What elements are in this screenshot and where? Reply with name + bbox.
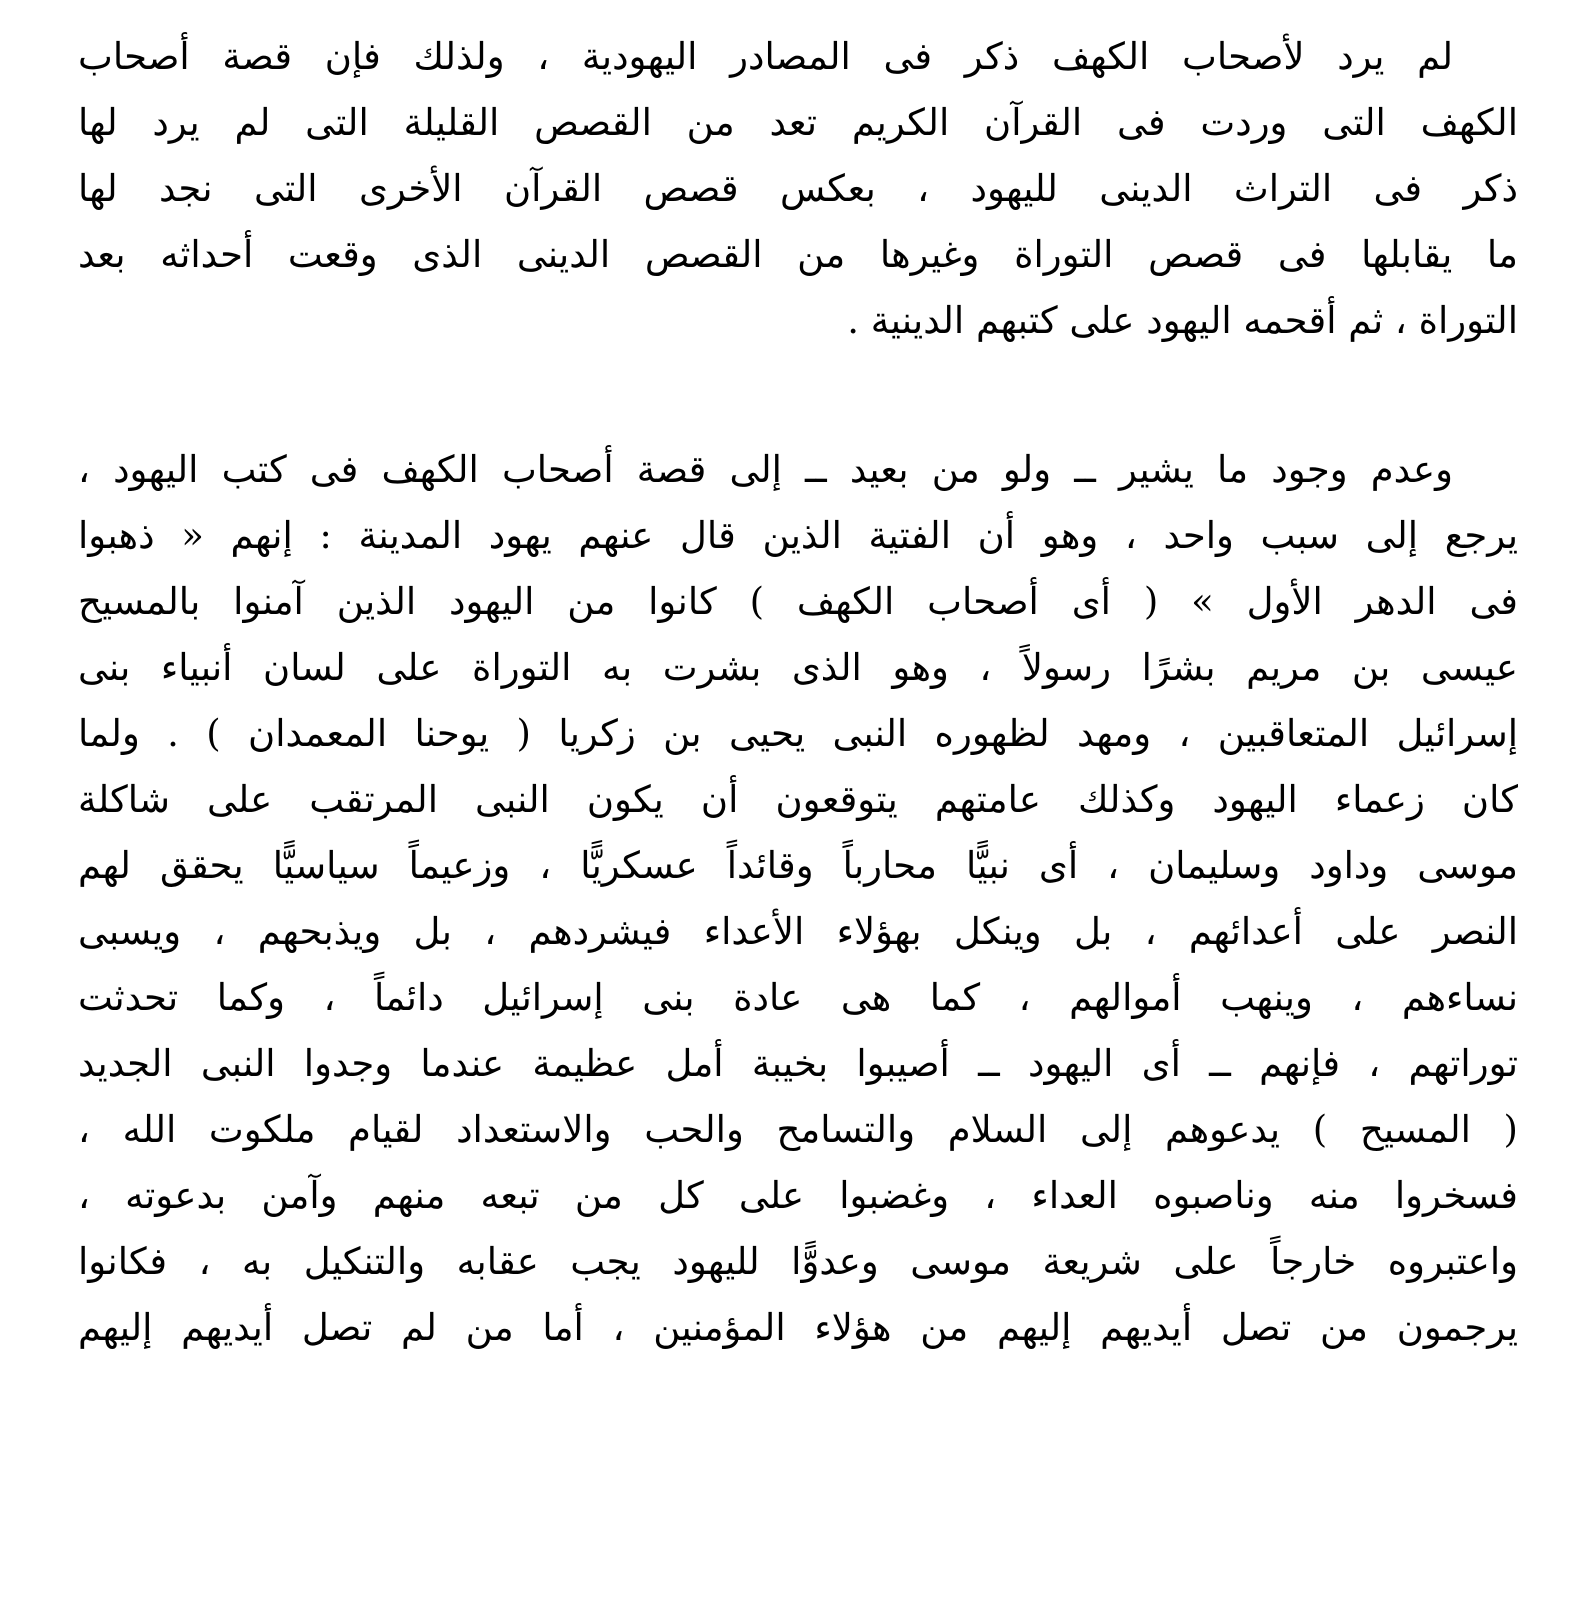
text-line: كان زعماء اليهود وكذلك عامتهم يتوقعون أن يكون النبى المرتقب على شاكلة (78, 778, 1518, 821)
text-line: توراتهم ، فإنهم ــ أى اليهود ــ أصيبوا بخيبة أمل عظيمة عندما وجدوا النبى الجديد (78, 1042, 1518, 1085)
text-line: موسى وداود وسليمان ، أى نبيًّا محارباً وقائداً عسكريًّا ، وزعيماً سياسيًّا يحقق لهم (78, 844, 1518, 887)
text-line: لم يرد لأصحاب الكهف ذكر فى المصادر اليهودية ، ولذلك فإن قصة أصحاب (78, 35, 1453, 78)
text-line: الكهف التى وردت فى القرآن الكريم تعد من القصص القليلة التى لم يرد لها (78, 101, 1518, 144)
text-line: إسرائيل المتعاقبين ، ومهد لظهوره النبى يحيى بن زكريا ( يوحنا المعمدان ) . ولما (78, 712, 1518, 755)
text-line: وعدم وجود ما يشير ــ ولو من بعيد ــ إلى قصة أصحاب الكهف فى كتب اليهود ، (78, 448, 1453, 491)
text-line: واعتبروه خارجاً على شريعة موسى وعدوًّا لليهود يجب عقابه والتنكيل به ، فكانوا (78, 1240, 1518, 1283)
text-line: فى الدهر الأول » ( أى أصحاب الكهف ) كانوا من اليهود الذين آمنوا بالمسيح (78, 580, 1518, 623)
text-line: ( المسيح ) يدعوهم إلى السلام والتسامح والحب والاستعداد لقيام ملكوت الله ، (78, 1108, 1518, 1151)
text-line: النصر على أعدائهم ، بل وينكل بهؤلاء الأعداء فيشردهم ، بل ويذبحهم ، ويسبى (78, 910, 1518, 953)
paragraph-2 (78, 437, 1518, 1361)
text-line: ما يقابلها فى قصص التوراة وغيرها من القصص الدينى الذى وقعت أحداثه بعد (78, 233, 1518, 276)
text-line: نساءهم ، وينهب أموالهم ، كما هى عادة بنى إسرائيل دائماً ، وكما تحدثت (78, 976, 1518, 1019)
text-line: عيسى بن مريم بشرًا رسولاً ، وهو الذى بشرت به التوراة على لسان أنبياء بنى (78, 646, 1518, 689)
text-line: التوراة ، ثم أقحمه اليهود على كتبهم الدينية . (847, 299, 1518, 342)
text-line: يرجمون من تصل أيديهم إليهم من هؤلاء المؤمنين ، أما من لم تصل أيديهم إليهم (78, 1306, 1518, 1349)
paragraph-1 (78, 24, 1518, 354)
text-line: يرجع إلى سبب واحد ، وهو أن الفتية الذين قال عنهم يهود المدينة : إنهم « ذهبوا (78, 514, 1518, 557)
text-line: فسخروا منه وناصبوه العداء ، وغضبوا على كل من تبعه منهم وآمن بدعوته ، (78, 1174, 1518, 1217)
text-line: ذكر فى التراث الدينى لليهود ، بعكس قصص القرآن الأخرى التى نجد لها (78, 167, 1518, 210)
